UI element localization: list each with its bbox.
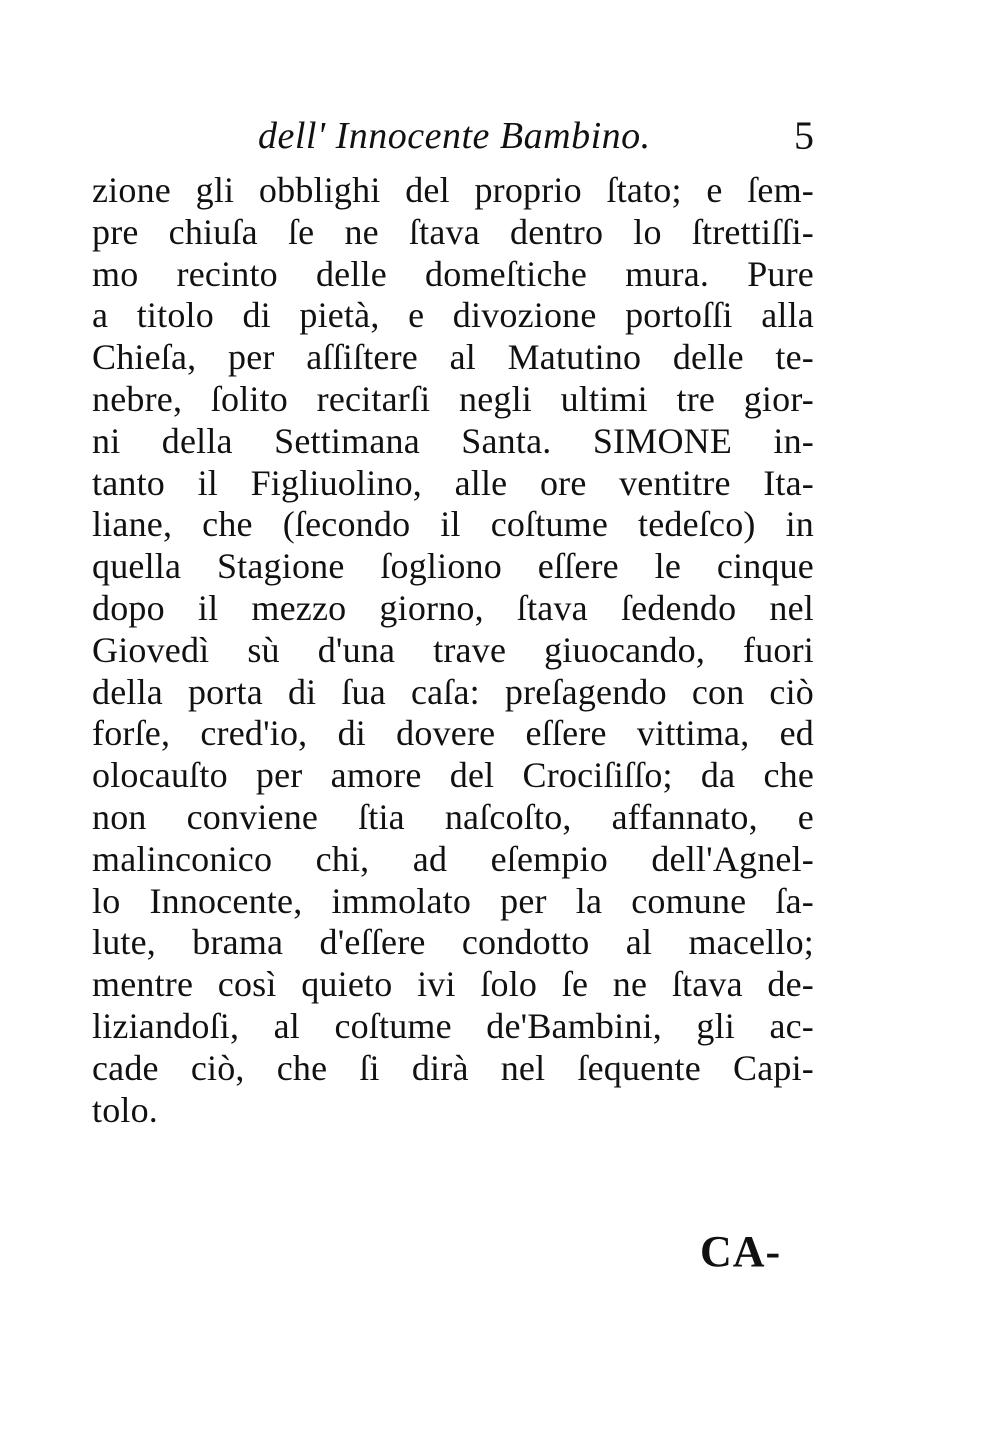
text-line: liane, che (ſecondo il coſtume tedeſco) in <box>92 504 814 545</box>
text-line: a titolo di pietà, e divozione portoſſi alla <box>92 295 814 336</box>
text-line: non conviene ſtia naſcoſto, affannato, e <box>92 796 814 837</box>
text-line: quella Stagione ſogliono eſſere le cinque <box>92 546 814 587</box>
text-line: Chieſa, per aſſiſtere al Matutino delle te- <box>92 337 814 378</box>
text-line: mentre così quieto ivi ſolo ſe ne ſtava de- <box>92 964 814 1005</box>
text-line: tolo. <box>92 1089 159 1130</box>
text-line: Giovedì sù d'una trave giuocando, fuori <box>92 629 814 670</box>
text-line: pre chiuſa ſe ne ſtava dentro lo ſtrettiſſi- <box>92 211 814 252</box>
text-line: della porta di ſua caſa: preſagendo con ciò <box>92 671 814 712</box>
text-line: tanto il Figliuolino, alle ore ventitre Ita- <box>92 462 814 503</box>
catchword: CA- <box>700 1227 782 1276</box>
running-title: dell' Innocente Bambino. <box>258 115 651 157</box>
text-line: zione gli obblighi del proprio ſtato; e ſem- <box>92 170 814 210</box>
running-head <box>90 108 820 164</box>
text-line: lo Innocente, immolato per la comune ſa- <box>92 880 814 921</box>
page-number: 5 <box>794 113 814 158</box>
text-line: dopo il mezzo giorno, ſtava ſedendo nel <box>92 587 814 628</box>
text-line: malinconico chi, ad eſempio dell'Agnel- <box>92 838 814 879</box>
text-line: cade ciò, che ſi dirà nel ſequente Capi- <box>92 1047 814 1088</box>
text-line: nebre, ſolito recitarſi negli ultimi tre gior- <box>92 378 814 419</box>
text-line: forſe, cred'io, di dovere eſſere vittima, ed <box>92 713 814 754</box>
text-line: lute, brama d'eſſere condotto al macello; <box>92 922 814 963</box>
text-line: mo recinto delle domeſtiche mura. Pure <box>92 253 814 294</box>
text-line: ni della Settimana Santa. SIMONE in- <box>92 420 814 461</box>
body-text <box>92 170 814 1131</box>
text-line: liziandoſi, al coſtume de'Bambini, gli ac- <box>92 1005 814 1046</box>
text-line: olocauſto per amore del Crociſiſſo; da che <box>92 755 814 796</box>
